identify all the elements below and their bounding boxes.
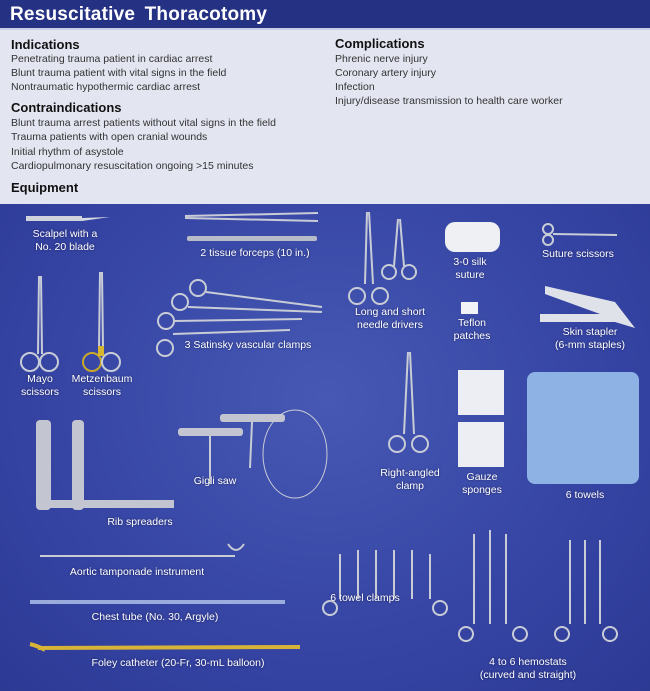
indication-item: Penetrating trauma patient in cardiac arrest <box>11 53 213 65</box>
rib-spreaders-icon <box>36 420 174 510</box>
foley-catheter-icon <box>30 644 300 650</box>
satinsky-label: 3 Satinsky vascular clamps <box>184 339 312 351</box>
foley-label: Foley catheter (20-Fr, 30-mL balloon) <box>91 657 265 669</box>
scalpel-label: Scalpel with a No. 20 blade <box>32 228 98 253</box>
chest-tube-label: Chest tube (No. 30, Argyle) <box>91 611 219 623</box>
suture-packets-icon <box>445 222 500 252</box>
page-title: Resuscitative Thoracotomy <box>10 4 268 25</box>
forceps-label: 2 tissue forceps (10 in.) <box>200 247 310 259</box>
contraindication-item: Blunt trauma arrest patients without vital signs in the field <box>11 117 276 129</box>
indication-item: Blunt trauma patient with vital signs in the field <box>11 67 227 79</box>
suture-scissors-icon <box>543 224 617 245</box>
contraindication-item: Initial rhythm of asystole <box>11 146 124 158</box>
metzenbaum-label: Metzenbaum scissors <box>71 373 133 398</box>
metzenbaum-scissors-icon <box>83 272 120 371</box>
towels-label: 6 towels <box>565 489 605 501</box>
info-panel <box>0 32 650 204</box>
suture-scissors-label: Suture scissors <box>542 248 614 260</box>
aortic-label: Aortic tamponade instrument <box>69 566 205 578</box>
equipment-photo <box>0 204 650 691</box>
right-angled-label: Right-angled clamp <box>380 467 440 492</box>
scalpel-icon <box>26 216 110 221</box>
complication-item: Phrenic nerve injury <box>335 53 428 65</box>
teflon-patch-icon <box>461 302 478 314</box>
contraindication-item: Cardiopulmonary resuscitation ongoing >15 minutes <box>11 160 254 172</box>
complications-heading: Complications <box>335 36 425 51</box>
complication-item: Infection <box>335 81 375 93</box>
gauze-sponges-icon <box>458 370 504 467</box>
skin-stapler-icon <box>540 286 635 328</box>
towel-clamps-icon <box>323 550 447 615</box>
complication-item: Injury/disease transmission to health care worker <box>335 95 563 107</box>
mayo-label: Mayo scissors <box>21 373 59 398</box>
indications-heading: Indications <box>11 37 80 52</box>
aortic-tamponade-icon <box>40 544 244 556</box>
equipment-heading: Equipment <box>11 180 79 195</box>
hemostats-label: 4 to 6 hemostats (curved and straight) <box>479 656 577 681</box>
complication-item: Coronary artery injury <box>335 67 436 79</box>
towel-clamps-label: 6 towel clamps <box>330 592 400 604</box>
contraindications-heading: Contraindications <box>11 100 122 115</box>
teflon-label: Teflon patches <box>453 317 491 342</box>
mayo-scissors-icon <box>21 276 58 371</box>
title-bar <box>0 0 650 30</box>
suture-label: 3-0 silk suture <box>453 256 487 281</box>
chest-tube-icon <box>30 600 285 604</box>
stapler-label: Skin stapler (6-mm staples) <box>554 326 626 351</box>
needle-drivers-label: Long and short needle drivers <box>354 306 426 331</box>
hemostats-icon <box>459 530 617 641</box>
rib-spreaders-label: Rib spreaders <box>107 516 173 528</box>
contraindication-item: Trauma patients with open cranial wounds <box>11 131 208 143</box>
right-angled-clamp-icon <box>389 352 428 452</box>
gauze-label: Gauze sponges <box>462 471 502 496</box>
forceps-icon <box>185 213 318 241</box>
needle-drivers-icon <box>349 212 416 304</box>
towels-icon <box>527 372 639 484</box>
indication-item: Nontraumatic hypothermic cardiac arrest <box>11 81 201 93</box>
gigli-label: Gigli saw <box>193 475 237 487</box>
